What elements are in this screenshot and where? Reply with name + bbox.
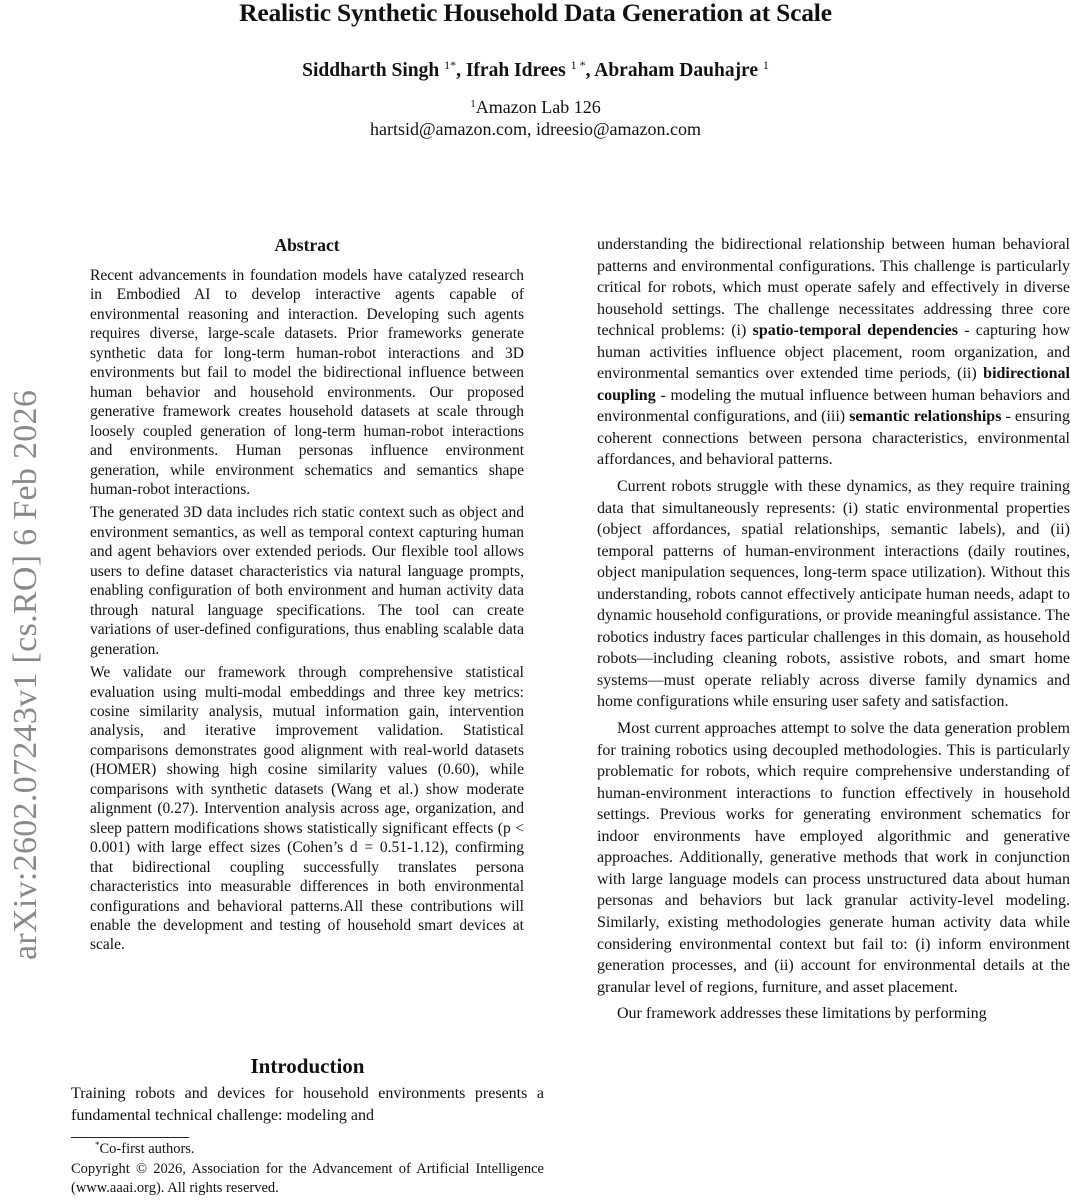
author-affiliation-mark: 1 * xyxy=(570,58,586,72)
abstract-paragraph: Recent advancements in foundation models have catalyzed research in Embodied AI to develop interactive agents capable of environmental reasoning and interaction. Developing such agents requires diverse, large-scale datasets. Prior frameworks generate synthetic data for long-term human-robot interactions and 3D environments but fail to model the bidirectional influence between human behavior and household environments. Our proposed generative framework creates household datasets at scale through loosely coupled generation of long-term human-robot interactions and environments. Human personas influence environment generation, while environment schematics and semantics shape human-robot interactions. xyxy=(90,267,524,498)
affiliation-mark: 1 xyxy=(470,98,476,110)
author-name: Siddharth Singh xyxy=(302,60,440,81)
introduction-left-body xyxy=(71,1083,544,1126)
abstract-paragraph: The generated 3D data includes rich static context such as object and environment semantics, as well as temporal context capturing human and agent behaviors over extended periods. Our flexible tool allows users to define dataset characteristics via natural language prompts, enabling configuration of both environment and human activity data through natural language specifications. The tool can create variations of user-defined configurations, thus enabling scalable data generation. xyxy=(90,504,524,658)
emphasis-term: semantic relationships xyxy=(849,408,1002,426)
introduction-paragraph: Our framework addresses these limitations by performing xyxy=(617,1005,987,1023)
introduction-right-column xyxy=(597,234,1070,1030)
paragraph-text: - modeling the mutual influence between human behaviors and environmental configurations, and (iii) xyxy=(597,386,1070,426)
abstract-paragraph: We validate our framework through comprehensive statistical evaluation using multi-modal embeddings and three key metrics: cosine similarity analysis, mutual information gain, intervention analysis, and iterative improvement validation. Statistical comparisons demonstrates good alignment with real-world datasets (HOMER) showing high cosine similarity values (0.60), while comparisons with synthetic datasets (Wang et al.) show moderate alignment (0.27). Intervention analysis across age, organization, and sleep pattern modifications shows statistically significant effects (p < 0.001) with large effect sizes (Cohen’s d = 0.51-1.12), confirming that bidirectional coupling successfully translates persona characteristics into measurable differences in both environmental configurations and behavioral patterns.All these contributions will enable the development and testing of household smart devices at scale. xyxy=(90,664,524,954)
paper-title: Realistic Synthetic Household Data Generation at Scale xyxy=(239,0,832,27)
footnote-divider xyxy=(71,1137,189,1138)
introduction-paragraph: Training robots and devices for household environments presents a fundamental technical challenge: modeling and xyxy=(71,1085,544,1124)
author-name: Ifrah Idrees xyxy=(465,60,566,81)
affiliation-name: Amazon Lab 126 xyxy=(475,97,601,117)
abstract-body xyxy=(90,266,524,959)
paragraph-text: understanding the bidirectional relationship between human behavioral patterns and environmental configurations. This challenge is particularly critical for robots, which must operate safely and effectively in diverse household settings. The challenge necessitates addressing three core technical problems: (i) xyxy=(597,236,1070,340)
emphasis-term: bidirectional coupling xyxy=(597,365,1070,404)
affiliation-block xyxy=(0,96,1071,140)
introduction-paragraph: Most current approaches attempt to solve the data generation problem for training robotics using decoupled methodologies. This is particularly problematic for robots, which require comprehensive understanding of human-environment interactions to function effectively in household settings. Previous works for generating environment schematics for indoor environments have employed algorithmic and generative approaches. Additionally, generative methods that work in conjunction with large language models can process unstructured data about human personas and behaviors but lack granular activity-level modeling. Similarly, existing methodologies generate human activity data while considering environmental context but fail to: (i) inform environment generation processes, and (ii) account for environmental details at the granular level of regions, furniture, and asset placement. xyxy=(597,720,1070,996)
introduction-paragraph: Current robots struggle with these dynamics, as they require training data that simultaneously represents: (i) static environmental properties (object affordances, spatial relationships, semantic labels), and (ii) temporal patterns of human-environment interactions (daily routines, object manipulation sequences, long-term space utilization). Without this understanding, robots cannot effectively anticipate human needs, adapt to dynamic household configurations, or provide meaningful assistance. The robotics industry faces particular challenges in this domain, as household robots—including cleaning robots, assistive robots, and smart home systems—must operate reliably across diverse family dynamics and home configurations while ensuring user safety and satisfaction. xyxy=(597,478,1070,711)
author-emails: hartsid@amazon.com, idreesio@amazon.com xyxy=(369,119,702,139)
author-name: Abraham Dauhajre xyxy=(594,60,759,81)
author-affiliation-mark: 1 xyxy=(762,58,769,72)
author-list xyxy=(0,58,1071,84)
author-affiliation-mark: 1* xyxy=(444,58,457,72)
paragraph-text: - capturing how human activities influence object placement, room organization, and environmental semantics over extended time periods, (ii) xyxy=(597,322,1071,383)
footnote-text: Co-first authors. xyxy=(99,1141,195,1157)
footnotes xyxy=(71,1140,544,1199)
emphasis-term: spatio-temporal dependencies xyxy=(752,322,958,340)
footnote-marker: * xyxy=(95,1140,100,1150)
footnote-co-first xyxy=(71,1140,544,1160)
abstract-heading: Abstract xyxy=(274,235,340,255)
author-separator: , xyxy=(585,60,595,81)
paragraph-text: - ensuring coherent connections between persona characteristics, environmental affordances, and behavioral patterns. xyxy=(597,408,1071,469)
copyright-notice: Copyright © 2026, Association for the Advancement of Artificial Intelligence (www.aaai.org). All rights reserved. xyxy=(71,1160,544,1196)
introduction-heading: Introduction xyxy=(250,1054,365,1078)
author-separator: , xyxy=(456,60,466,81)
introduction-paragraph xyxy=(597,234,1070,471)
arxiv-identifier-stamp: arXiv:2602.07243v1 [cs.RO] 6 Feb 2026 xyxy=(7,389,44,960)
